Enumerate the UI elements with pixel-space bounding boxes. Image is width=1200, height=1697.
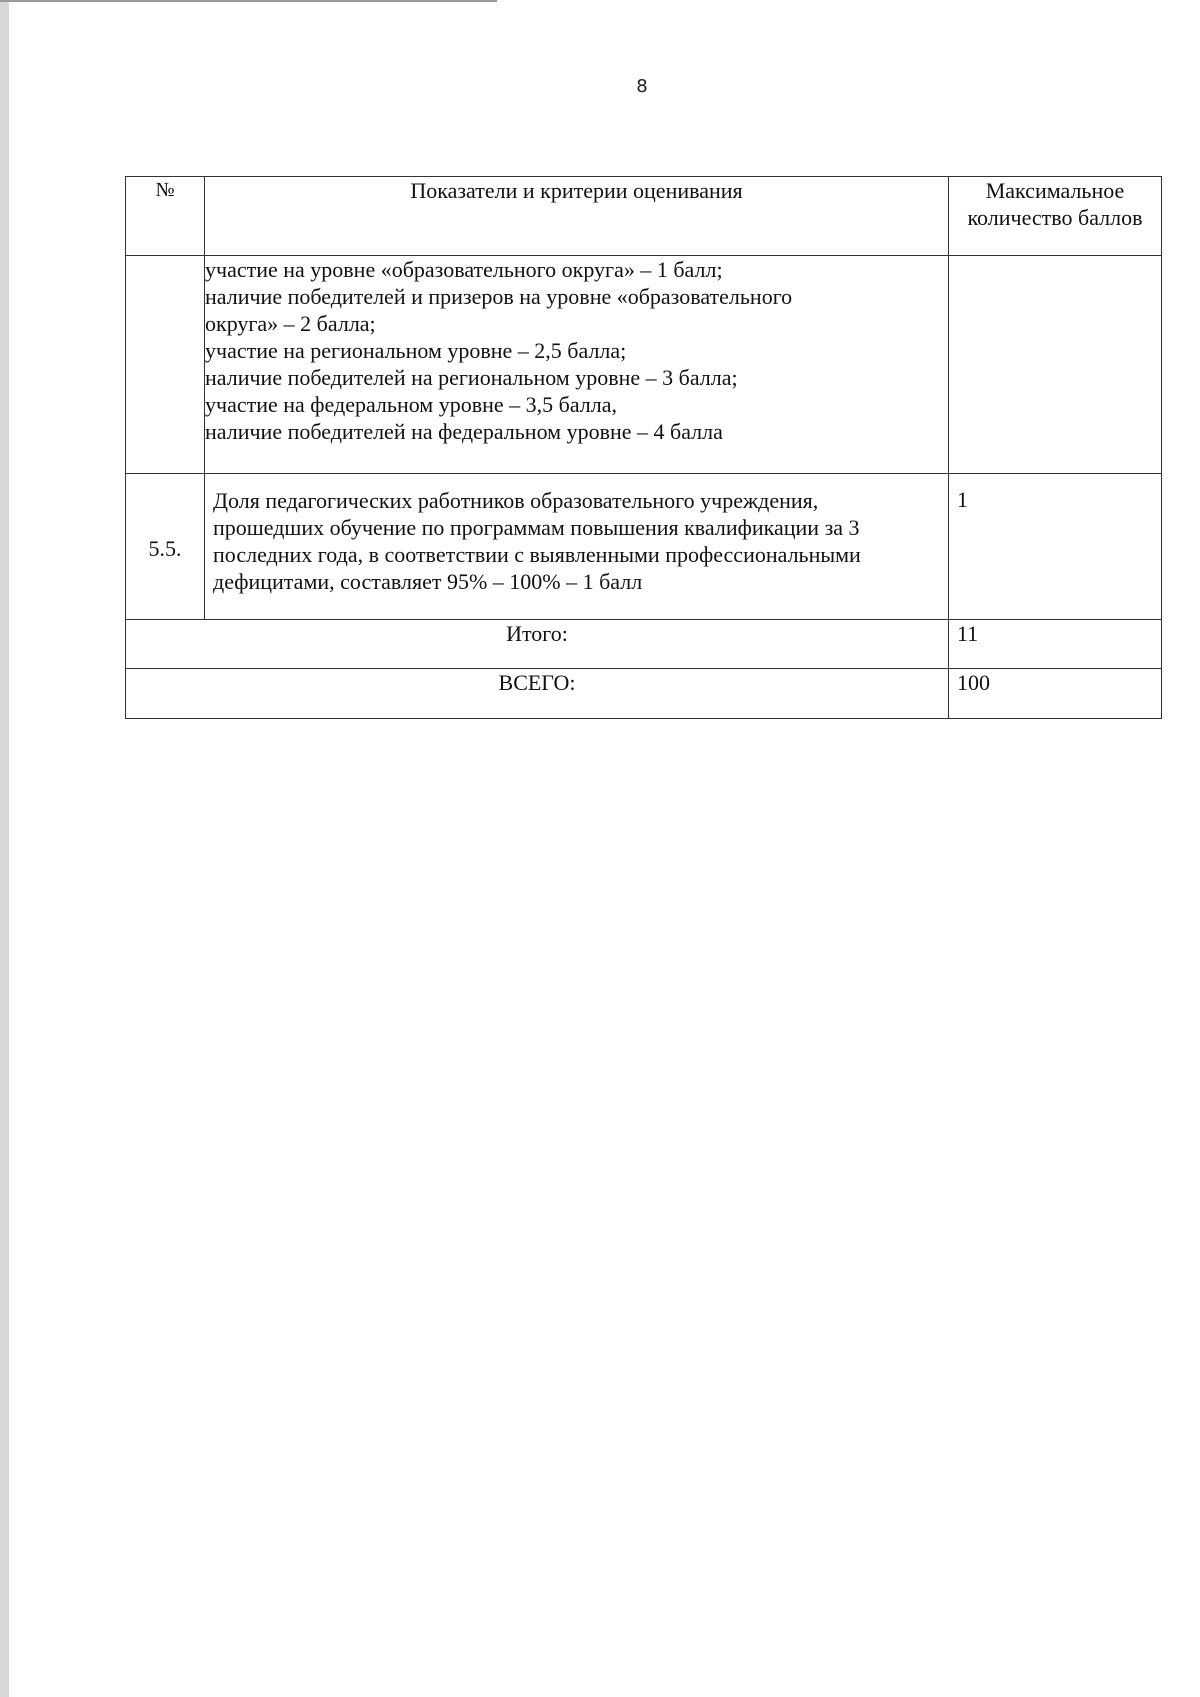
criteria-line: участие на региональном уровне – 2,5 балла; bbox=[205, 338, 627, 363]
header-max-score bbox=[949, 177, 1162, 256]
scan-margin-shade bbox=[0, 0, 9, 1697]
row-score-cell: 1 bbox=[949, 474, 1162, 620]
grand-total-label: ВСЕГО: bbox=[126, 669, 949, 719]
criteria-line: участие на уровне «образовательного округа» – 1 балл; bbox=[205, 257, 723, 282]
continuation-criteria-cell bbox=[205, 256, 949, 474]
table-row-total bbox=[126, 620, 1162, 669]
continuation-number-cell bbox=[126, 256, 205, 474]
row-criteria-cell bbox=[205, 474, 949, 620]
total-label: Итого: bbox=[126, 620, 949, 669]
header-criteria: Показатели и критерии оценивания bbox=[205, 177, 949, 256]
scan-top-line bbox=[0, 0, 497, 2]
page-number: 8 bbox=[636, 76, 648, 97]
table-row-continuation bbox=[126, 256, 1162, 474]
criteria-line: наличие победителей на региональном уровне – 3 балла; bbox=[205, 365, 738, 390]
criteria-line: Доля педагогических работников образовательного учреждения, bbox=[213, 488, 819, 513]
header-max-score-line-2: количество баллов bbox=[967, 205, 1143, 230]
grand-total-score: 100 bbox=[949, 669, 1162, 719]
criteria-line: наличие победителей на федеральном уровне – 4 балла bbox=[205, 419, 723, 444]
criteria-line: наличие победителей и призеров на уровне «образовательного bbox=[205, 284, 793, 309]
header-max-score-line-1: Максимальное bbox=[985, 178, 1125, 203]
criteria-line: дефицитами, составляет 95% – 100% – 1 балл bbox=[213, 569, 643, 594]
criteria-table bbox=[125, 176, 1162, 719]
table-row-grand-total bbox=[126, 669, 1162, 719]
header-number: № bbox=[126, 177, 205, 256]
criteria-line: округа» – 2 балла; bbox=[205, 311, 376, 336]
criteria-line: последних года, в соответствии с выявленными профессиональными bbox=[213, 542, 861, 567]
criteria-line: участие на федеральном уровне – 3,5 балла, bbox=[205, 392, 618, 417]
table-header-row bbox=[126, 177, 1162, 256]
row-number-cell: 5.5. bbox=[126, 474, 205, 620]
table-row-5-5 bbox=[126, 474, 1162, 620]
total-score: 11 bbox=[949, 620, 1162, 669]
continuation-score-cell bbox=[949, 256, 1162, 474]
criteria-line: прошедших обучение по программам повышения квалификации за 3 bbox=[213, 515, 860, 540]
